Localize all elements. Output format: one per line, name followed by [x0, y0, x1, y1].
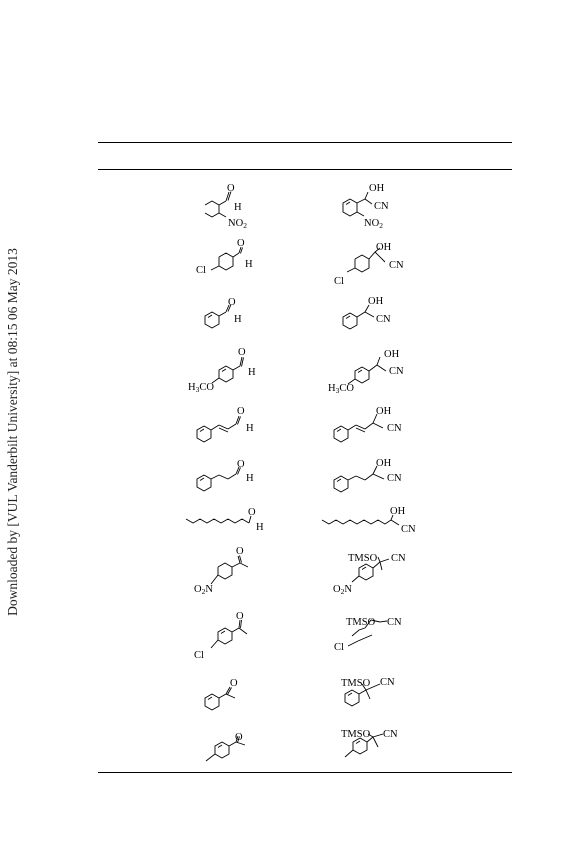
substrate-structure — [194, 611, 247, 661]
atom-label: O2N — [194, 584, 213, 597]
atom-label: H — [248, 367, 256, 378]
atom-label: O2N — [333, 584, 352, 597]
atom-label: Cl — [334, 642, 344, 653]
table-row — [196, 238, 404, 287]
atom-label: TMSO — [346, 617, 376, 628]
atom-label: TMSO — [341, 729, 371, 740]
substrate-structure — [206, 732, 245, 761]
atom-label: OH — [376, 406, 392, 417]
table-row — [197, 406, 402, 442]
product-structure — [322, 506, 416, 535]
product-structure — [343, 183, 389, 230]
atom-label: Cl — [194, 650, 204, 661]
atom-label: H — [256, 522, 264, 533]
atom-label: OH — [376, 458, 392, 469]
atom-label: Cl — [196, 265, 206, 276]
atom-label: CN — [380, 677, 395, 688]
substrate-structure — [194, 546, 248, 596]
atom-label: CN — [389, 260, 404, 271]
table-row — [188, 347, 404, 395]
atom-label: CN — [387, 423, 402, 434]
atom-label: CN — [391, 553, 406, 564]
substrate-structure — [205, 297, 242, 328]
atom-label: H — [234, 202, 242, 213]
atom-label: O — [230, 678, 238, 689]
table-row — [194, 546, 406, 596]
atom-label: O — [248, 507, 256, 518]
atom-label: CN — [383, 729, 398, 740]
product-structure — [334, 406, 402, 442]
product-structure — [341, 677, 395, 706]
atom-label: O — [237, 406, 245, 417]
atom-label: O — [237, 459, 245, 470]
substrate-structure — [197, 406, 254, 442]
atom-label: OH — [368, 296, 384, 307]
atom-label: CN — [376, 314, 391, 325]
atom-label: OH — [384, 349, 400, 360]
product-structure — [341, 729, 398, 757]
atom-label: OH — [376, 242, 392, 253]
atom-label: O — [237, 238, 245, 249]
atom-label: O — [238, 347, 246, 358]
substrate-structure — [196, 238, 253, 276]
product-structure — [334, 458, 402, 492]
table-row — [205, 677, 395, 710]
table-row — [194, 611, 402, 661]
product-structure — [328, 349, 404, 395]
atom-label: CN — [387, 473, 402, 484]
atom-label: O — [235, 732, 243, 743]
atom-label: OH — [369, 183, 385, 194]
atom-label: H — [246, 423, 254, 434]
table-row — [206, 729, 398, 761]
atom-label: Cl — [334, 276, 344, 287]
table-row — [197, 458, 402, 492]
atom-label: O — [227, 183, 235, 194]
atom-label: CN — [387, 617, 402, 628]
product-structure — [333, 553, 406, 596]
substrate-structure — [197, 459, 254, 491]
atom-label: TMSO — [348, 553, 378, 564]
product-structure — [334, 242, 404, 287]
atom-label: OH — [390, 506, 406, 517]
product-structure — [343, 296, 391, 329]
atom-label: NO2 — [228, 218, 247, 231]
atom-label: O — [236, 546, 244, 557]
table-row — [205, 183, 389, 230]
atom-label: CN — [401, 524, 416, 535]
atom-label: TMSO — [341, 678, 371, 689]
watermark-text: Downloaded by [VUL Vanderbilt University] at 08:15 06 May 2013 — [5, 248, 20, 616]
atom-label: H3CO — [328, 383, 354, 396]
atom-label: H3CO — [188, 382, 214, 395]
atom-label: CN — [389, 366, 404, 377]
atom-label: H — [246, 473, 254, 484]
atom-label: NO2 — [364, 218, 383, 231]
table-row — [186, 506, 416, 535]
substrate-structure — [186, 507, 264, 533]
atom-label: CN — [374, 201, 389, 212]
product-structure — [334, 617, 402, 653]
atom-label: H — [234, 314, 242, 325]
atom-label: O — [228, 297, 236, 308]
substrate-structure — [188, 347, 256, 394]
table-row — [205, 296, 391, 329]
substrate-structure — [205, 678, 238, 710]
substrate-structure — [205, 183, 247, 230]
atom-label: O — [236, 611, 244, 622]
atom-label: H — [245, 259, 253, 270]
